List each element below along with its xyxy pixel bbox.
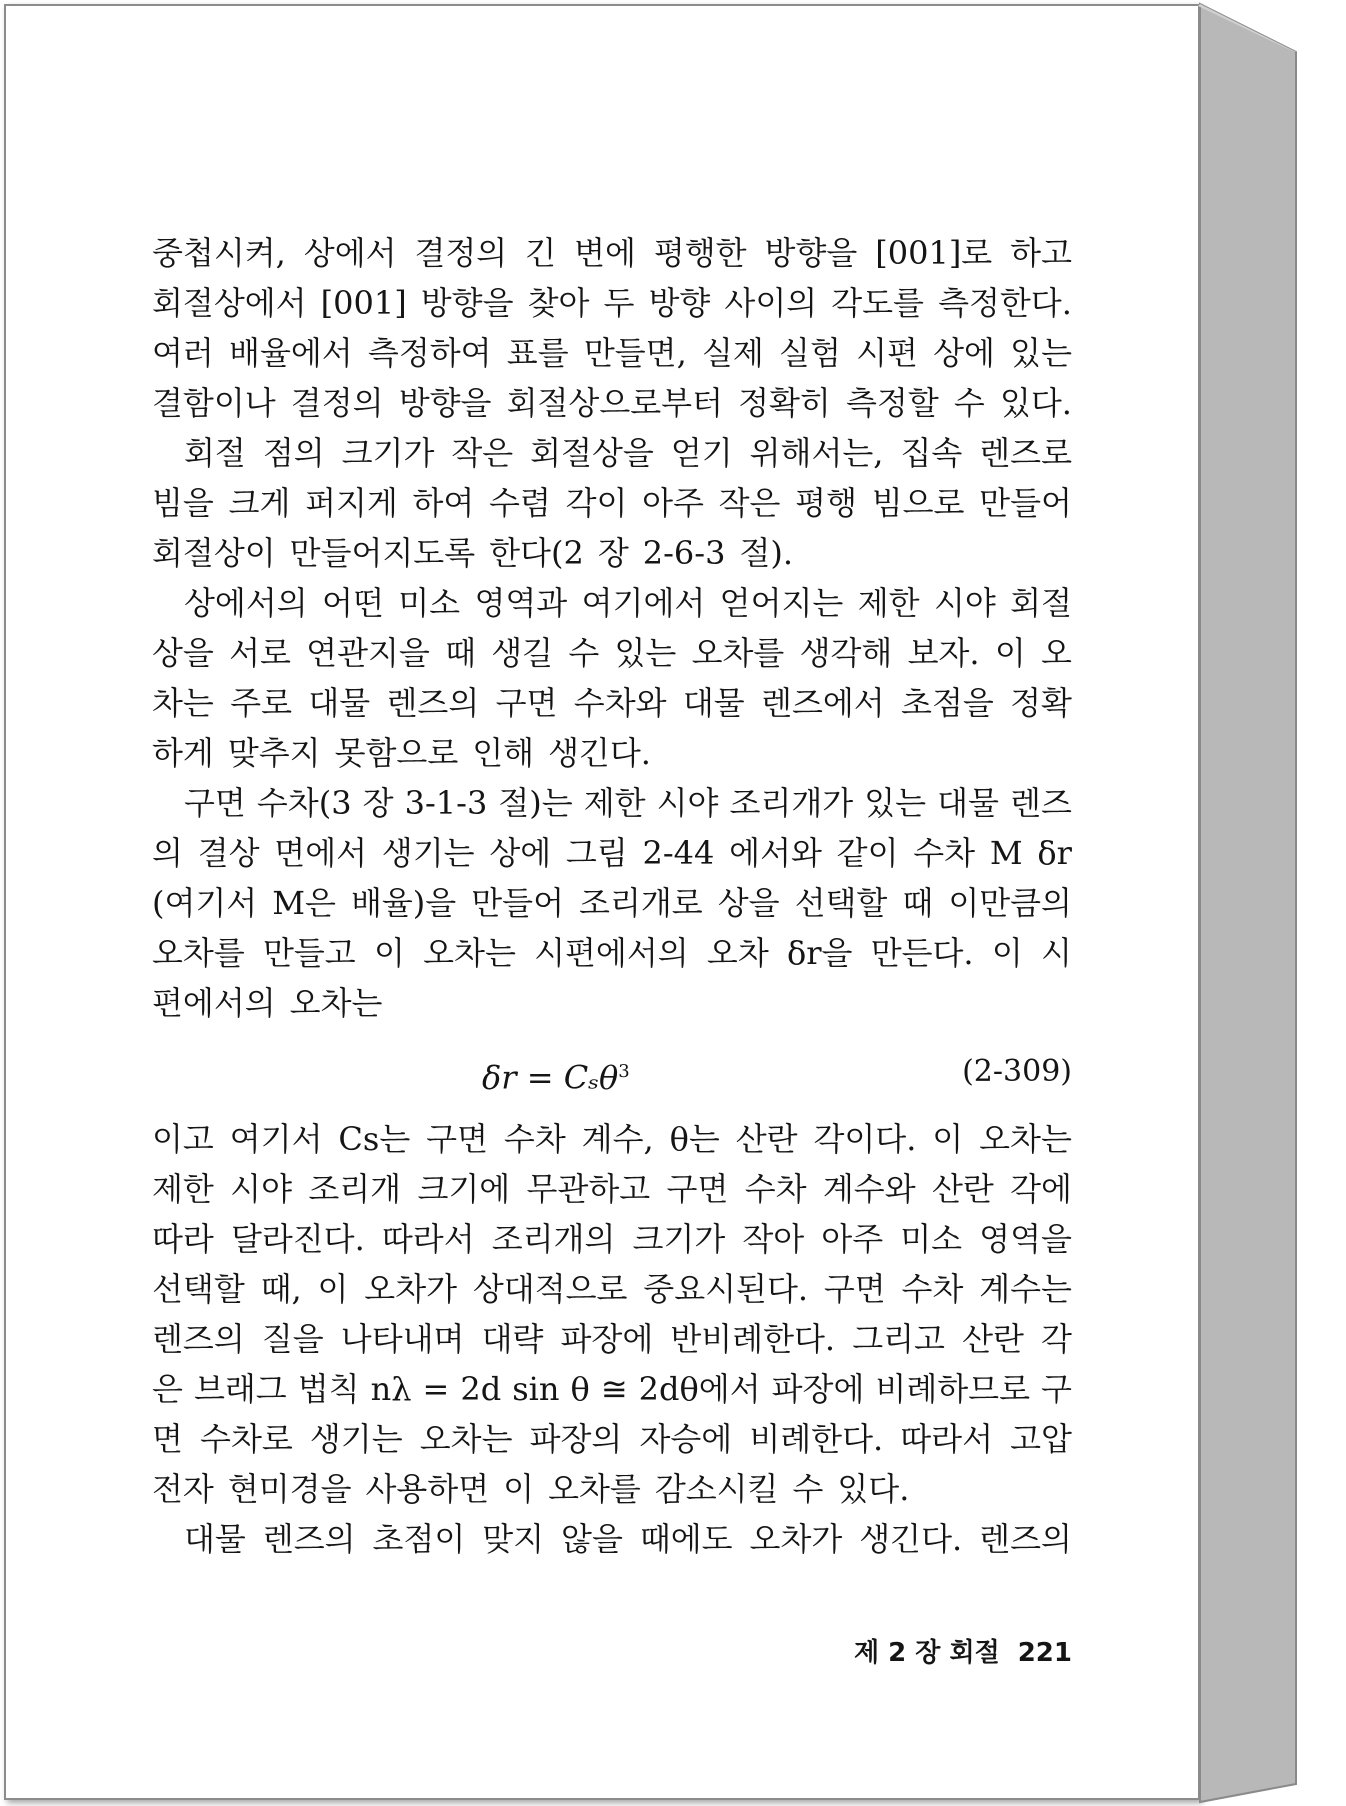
word: 오차는 [423,934,516,972]
word: 상대적으로 [472,1270,628,1308]
word: 중첩시켜, [152,234,286,272]
word: 절)는 [498,784,573,822]
word: 회절상으로부터 [506,384,723,422]
word: 오차가 [364,1270,458,1308]
word: 만든다. [870,934,974,972]
word: 전자 [152,1470,214,1508]
word: 생기는 [309,1420,403,1458]
word: 비례한다. [749,1420,884,1458]
word: 구 [1041,1370,1072,1408]
word: 한다(2 [489,534,584,572]
word: 제한 [857,584,920,622]
word: 장 [362,784,394,822]
word: 있는 [864,784,927,822]
word: 빔으로 [871,484,965,522]
word: 각이 [565,484,628,522]
word: 회절 [184,434,246,472]
word: 각도를 [831,284,924,322]
word: 주로 [230,684,292,722]
word: 각 [1041,1320,1072,1358]
word: 2d [460,1370,502,1408]
word: 맞지 [482,1520,545,1558]
word: 파장의 [529,1420,623,1458]
word: 현미경을 [227,1470,352,1508]
word: 회절상이 [152,534,276,572]
word: 작은 [451,434,514,472]
word: 오 [1040,634,1072,672]
word: 있다. [837,1470,910,1508]
word: 법칙 [297,1370,360,1408]
word: 집속 [900,434,963,472]
word: 어떤 [322,584,384,622]
word: 에서와 [729,834,822,872]
word: 크기에 [417,1170,511,1208]
word: 만들어 [979,484,1072,522]
word: 오차를 [691,634,785,672]
word: 고압 [1010,1420,1072,1458]
word: 반비례한다. [670,1320,836,1358]
word: 수차 [901,1270,964,1308]
word: 생길 [491,634,554,672]
text-line [152,978,1072,1028]
word: 브래그 [193,1370,287,1408]
word: 때 [445,634,476,672]
word: 따라 [152,1220,214,1258]
word: 하고 [1010,234,1072,272]
word: 측정할 [846,384,939,422]
word: 면에서 [274,834,368,872]
text-line [152,478,1072,528]
word: 미소 [398,584,461,622]
word: 선택할 [794,884,888,922]
word: 실험 [779,334,841,372]
word: 렌즈의 [386,684,480,722]
word: 보자. [907,634,980,672]
word: 방향을 [420,284,514,322]
word: 구면 [823,1270,886,1308]
word: Cs는 [338,1120,411,1158]
word: 질을 [261,1320,324,1358]
word: 결정의 [290,384,384,422]
text-line [152,1464,1072,1514]
text-line [152,1314,1072,1364]
word: 방향 [648,284,711,322]
word: 면 [152,1420,183,1458]
text-line [152,528,1072,578]
word: 상에 [489,834,552,872]
word: 않을 [561,1520,623,1558]
word: 빔을 [152,484,214,522]
word: 때에도 [639,1520,733,1558]
word: 이만큼의 [948,884,1072,922]
word: 있는 [1010,334,1072,372]
word: 위해서는, [749,434,884,472]
word: 만들고 [262,934,356,972]
word: 결상 [197,834,260,872]
word: 생긴다. [548,734,651,772]
word: 회절상을 [530,434,654,472]
word: 비례하므로 [875,1370,1030,1408]
text-section-before-equation [152,228,1072,1028]
word: θ [570,1370,590,1408]
body-text [152,228,1072,1564]
word: θ는 [669,1120,720,1158]
equation-number: (2-309) [962,1054,1072,1089]
word: 그림 [565,834,628,872]
word: 오차 [706,934,769,972]
text-line [152,728,1072,778]
word: 찾아 [527,284,590,322]
text-line [152,1214,1072,1264]
word: 선택할 [152,1270,245,1308]
word: 렌즈로 [979,434,1072,472]
word: 크기가 [341,434,435,472]
word: 시편 [856,334,918,372]
word: 때 [902,884,934,922]
word: 평행한 [653,234,747,272]
word: 초점을 [901,684,994,722]
word: 이 [503,1470,535,1508]
text-line [152,1414,1072,1464]
word: 측정하여 [367,334,492,372]
word: 표를 [506,334,569,372]
word: 여기서 [229,1120,323,1158]
word: 퍼지게 [305,484,398,522]
word: 측정한다. [938,284,1072,322]
word: 시야 [230,1170,292,1208]
word: 파장에 [771,1370,865,1408]
word: 생각해 [799,634,893,672]
word: 시편에서의 [534,934,689,972]
word: 배율에서 [229,334,353,372]
word: [001] [320,284,407,322]
word: 오차를 [152,934,245,972]
word: 구면 [666,1170,729,1208]
word: 수차 [744,1170,807,1208]
word: 계수는 [979,1270,1072,1308]
word: 렌즈의 [152,1320,245,1358]
text-line [152,878,1072,928]
word: 렌즈의 [262,1520,356,1558]
word: 2dθ에서 [638,1370,761,1408]
word: 사용하면 [365,1470,490,1508]
word: 이 [994,634,1026,672]
word: 대략 [481,1320,544,1358]
word: 아주 [821,1220,884,1258]
word: 대물 [937,784,999,822]
word: 이 [317,1270,349,1308]
word: 얻기 [670,434,733,472]
word: 수차 [913,834,976,872]
word: 방향을 [764,234,858,272]
word: 수 [568,634,600,672]
word: 구면 [426,1120,488,1158]
word: M [989,834,1023,872]
word: 상에 [933,334,995,372]
word: 생기는 [381,834,475,872]
text-line [152,778,1072,828]
word: 수 [953,384,985,422]
text-line [152,828,1072,878]
equation-exponent: 3 [618,1061,630,1082]
word: 파장에 [560,1320,654,1358]
word: [001]로 [875,234,993,272]
equation [482,1034,630,1116]
word: 수차 [503,1120,566,1158]
word: 각이다. [813,1120,917,1158]
word: = [422,1370,450,1408]
word: 상에서의 [184,584,308,622]
word: sin [512,1370,560,1408]
word: 오차는 [419,1420,513,1458]
word: 달라진다. [230,1220,365,1258]
word: 구면 [495,684,558,722]
word: 대물 [682,684,745,722]
word: 상을 [152,634,214,672]
word: 3-1-3 [404,784,488,822]
page-number: 221 [1017,1638,1072,1668]
word: 오차가 [749,1520,843,1558]
text-line [152,928,1072,978]
word: 은 [152,1370,183,1408]
word: 조리개로 [579,884,703,922]
word: 수차와 [573,684,667,722]
word: 산란 [931,1170,994,1208]
word: 인해 [472,734,535,772]
word: 의 [152,834,183,872]
word: 대물 [184,1520,246,1558]
word: 영역과 [474,584,568,622]
word: 중요시된다. [643,1270,809,1308]
word: 렌즈의 [979,1520,1072,1558]
word: 수차로 [200,1420,293,1458]
word: 같이 [836,834,899,872]
word: 상에서 [303,234,397,272]
word: 초점이 [372,1520,466,1558]
word: 회절 [1010,584,1072,622]
word: 2-44 [642,834,715,872]
word: 계수와 [822,1170,916,1208]
word: δr [1037,834,1072,872]
word: 산란 [735,1120,798,1158]
word: δr을 [786,934,853,972]
word: 시야 [933,584,996,622]
word: 두 [603,284,635,322]
word: 조리개의 [491,1220,616,1258]
word: 제한 [152,1170,214,1208]
word: 오차를 [548,1470,641,1508]
word: 상을 [717,884,780,922]
word: 연관지을 [306,634,430,672]
book-edge-top [1198,4,1296,52]
word: 이 [932,1120,964,1158]
word: 정확히 [738,384,831,422]
word: 크게 [228,484,291,522]
word: 편에서의 [152,984,276,1022]
word: 얻어지는 [719,584,844,622]
word: 산란 [962,1320,1024,1358]
word: 시야 [656,784,719,822]
word: 회절상에서 [152,284,307,322]
text-line [152,678,1072,728]
text-line [152,1164,1072,1214]
word: (여기서 [152,884,258,922]
word: 사이의 [724,284,818,322]
word: 2-6-3 [642,534,726,572]
word: 서로 [229,634,291,672]
word: 자승에 [639,1420,733,1458]
text-section-after-equation [152,1114,1072,1564]
text-line [152,1264,1072,1314]
equation-row [152,1034,1072,1110]
text-line [152,1364,1072,1414]
word: 수차(3 [256,784,352,822]
word: 작아 [742,1220,805,1258]
word: 구면 [184,784,246,822]
word: 결함이나 [152,384,276,422]
word: 있는 [614,634,677,672]
word: 만들면, [583,334,687,372]
word: 만들어지도록 [289,534,476,572]
word: 영역을 [979,1220,1072,1258]
word: 오차는 [289,984,383,1022]
word: M은 [272,884,336,922]
word: 하게 [152,734,214,772]
word: 이 [373,934,405,972]
word: 무관하고 [526,1170,651,1208]
word: 하여 [412,484,475,522]
word: 이 [991,934,1023,972]
footer-chapter-title: 제 2 장 회절 [854,1638,1000,1668]
word: 정확 [1010,684,1072,722]
equation-lhs: δr = Cₛθ [482,1058,619,1097]
word: 평행 [795,484,857,522]
word: 이고 [152,1120,214,1158]
word: 나타내며 [340,1320,465,1358]
word: 수 [792,1470,824,1508]
word: 조리개 [308,1170,402,1208]
book-edge-side [1200,4,1296,1802]
word: ≅ [600,1370,628,1408]
word: 제한 [583,784,646,822]
word: 오차는 [979,1120,1072,1158]
word: 대물 [308,684,371,722]
text-line [152,1114,1072,1164]
word: 결정의 [414,234,508,272]
word: 변에 [574,234,636,272]
word: 따라서 [381,1220,475,1258]
word: 생긴다. [859,1520,963,1558]
word: 여기에서 [581,584,706,622]
word: 각에 [1010,1170,1072,1208]
text-line [152,378,1072,428]
word: 장 [597,534,629,572]
word: 실제 [701,334,764,372]
word: nλ [370,1370,412,1408]
word: 방향을 [398,384,492,422]
text-line [152,428,1072,478]
word: 계수, [581,1120,654,1158]
word: 여러 [152,334,214,372]
text-line [152,278,1072,328]
word: 크기가 [632,1220,726,1258]
word: 수렴 [489,484,551,522]
word: 못함으로 [334,734,459,772]
running-footer [820,1632,1072,1669]
word: 그리고 [852,1320,945,1358]
text-line [152,328,1072,378]
text-line [152,228,1072,278]
word: 아주 [642,484,704,522]
word: 시 [1041,934,1072,972]
word: 긴 [525,234,557,272]
word: 만들어 [471,884,564,922]
word: 점의 [262,434,325,472]
word: 있다. [999,384,1072,422]
word: 배율)을 [350,884,457,922]
word: 미소 [900,1220,963,1258]
text-line [152,1514,1072,1564]
word: 절). [739,534,794,572]
word: 따라서 [900,1420,994,1458]
word: 차는 [152,684,214,722]
word: 조리개가 [729,784,854,822]
word: 렌즈 [1010,784,1072,822]
text-line [152,628,1072,678]
word: 감소시킬 [654,1470,779,1508]
word: 작은 [718,484,781,522]
word: 때, [260,1270,302,1308]
word: 맞추지 [227,734,321,772]
word: 렌즈에서 [761,684,885,722]
text-line [152,578,1072,628]
